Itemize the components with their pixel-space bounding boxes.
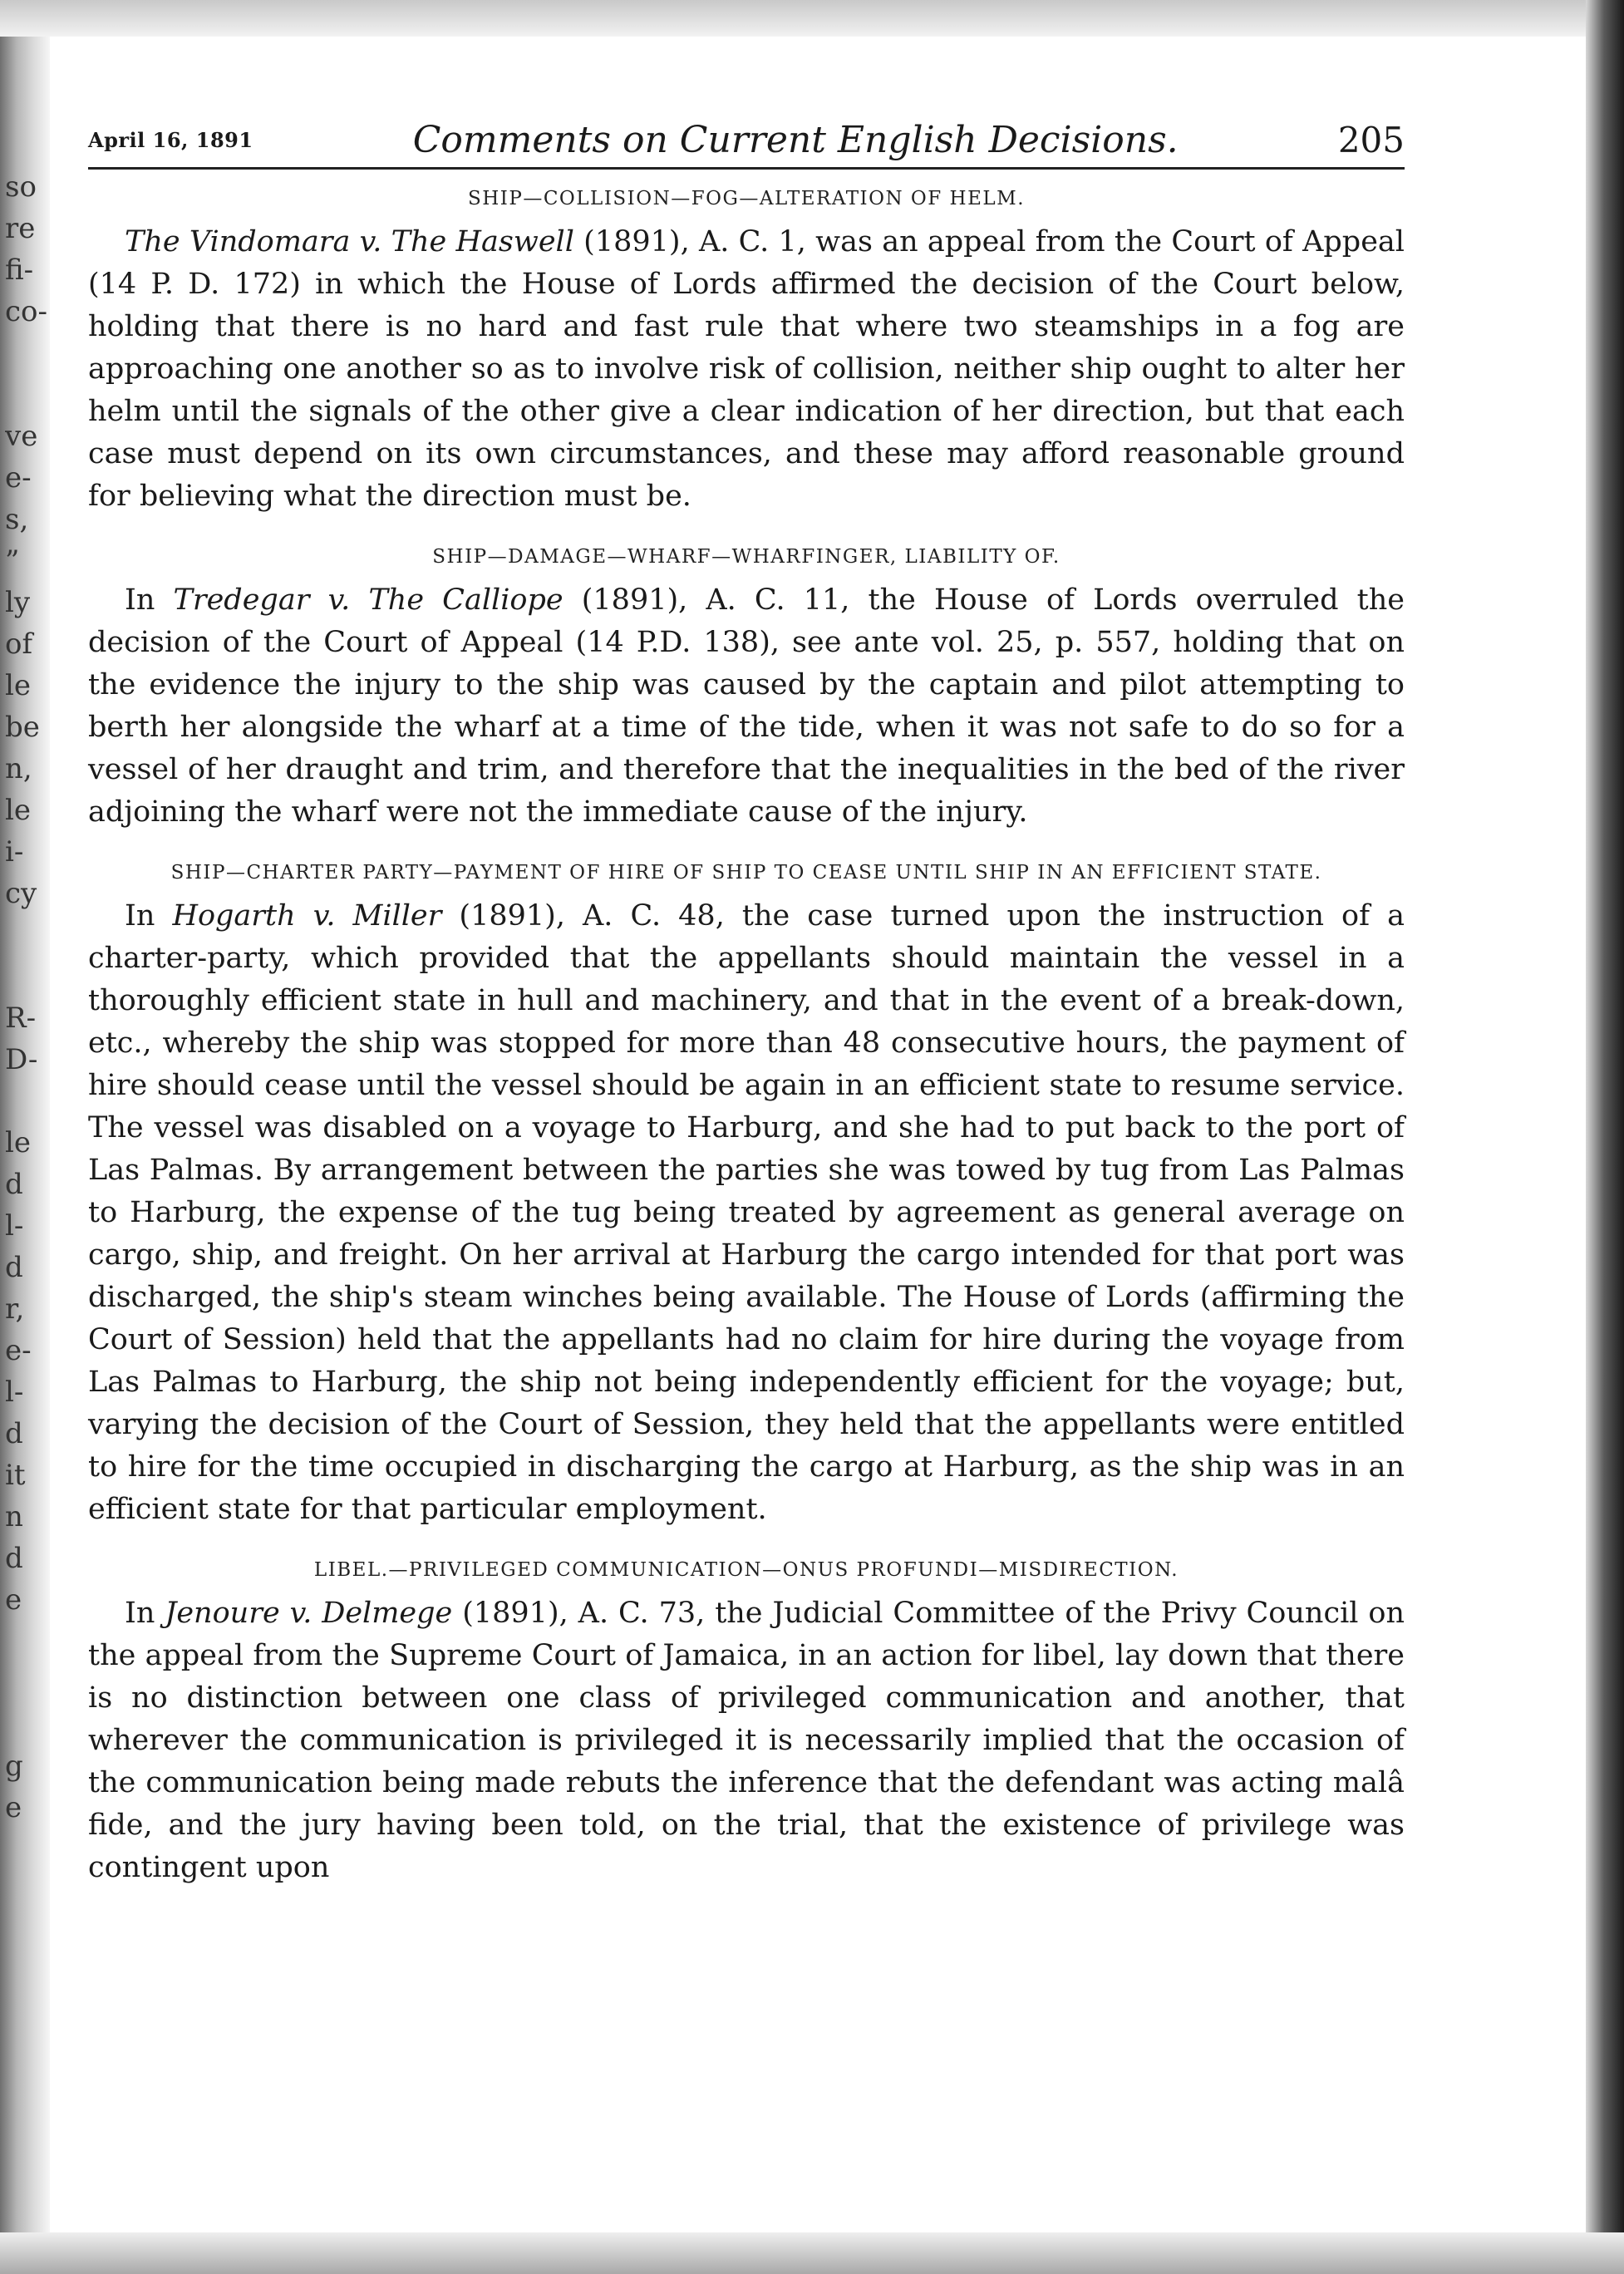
- margin-fragment: e-: [5, 461, 32, 495]
- paragraph-text: (1891), A. C. 1, was an appeal from the Court of Appeal (14 P. D. 172) in which the House of Lords affirmed the decision of the Court below, holding that there is no hard and fast rule that where two steamships in a fog are approaching one another so as to involve risk of collision, neither ship ought to alter her helm until the signals of the other give a clear indication of her direction, but that each case must depend on its own circumstances, and these may afford reasonable ground for believing what the direction must be.: [88, 225, 1405, 513]
- margin-fragment: be: [5, 711, 40, 744]
- margin-fragment: it: [5, 1459, 26, 1492]
- margin-fragment: e-: [5, 1334, 32, 1367]
- margin-fragment: D-: [5, 1043, 38, 1076]
- margin-fragment: n: [5, 1500, 23, 1533]
- margin-fragment: r,: [5, 1292, 25, 1326]
- section-ship-collision: [88, 188, 1405, 518]
- paragraph-lead: In: [125, 899, 173, 933]
- section-heading: LIBEL.—PRIVILEGED COMMUNICATION—ONUS PROFUNDI—MISDIRECTION.: [313, 1559, 1179, 1581]
- margin-fragment: i-: [5, 835, 24, 869]
- margin-fragment: le: [5, 794, 31, 827]
- margin-fragment: R-: [5, 1002, 37, 1035]
- margin-fragment: le: [5, 1126, 31, 1159]
- paragraph-text: (1891), A. C. 48, the case turned upon the instruction of a charter-party, which provided that the appellants should maintain the vessel in a thoroughly efficient state in hull and machinery, and that in the event of a break-down, etc., whereby the ship was stopped for more than 48 consecutive hours, the payment of hire should cease until the vessel should be again in an efficient state to resume service. The vessel was disabled on a voyage to Harburg, and she had to put back to the port of Las Palmas. By arrangement between the parties she was towed by tug from Las Palmas to Harburg, the expense of the tug being treated by agreement as general average on cargo, ship, and freight. On her arrival at Harburg the cargo intended for that port was discharged, the ship's steam winches being available. The House of Lords (affirming the Court of Session) held that the appellants had no claim for hire during the voyage from Las Palmas to Harburg, the ship not being independently efficient for the voyage; but, varying the decision of the Court of Session, they held that the appellants were entitled to hire for the time occupied in discharging the cargo at Harburg, as the ship was in an efficient state for that particular employment.: [88, 899, 1405, 1526]
- case-name: Jenoure v. Delmege: [165, 1597, 453, 1630]
- margin-fragment: d: [5, 1251, 23, 1284]
- document-page: [88, 112, 1405, 2207]
- margin-fragment: le: [5, 669, 31, 702]
- case-name: The Vindomara v. The Haswell: [125, 225, 574, 258]
- section-paragraph: [88, 1592, 1405, 1889]
- paragraph-lead: In: [125, 1597, 165, 1630]
- section-charter-party: [88, 862, 1405, 1531]
- paragraph-text: (1891), A. C. 11, the House of Lords overruled the decision of the Court of Appeal (14 P.D. 138), see ante vol. 25, p. 557, holding that on the evidence the injury to the ship was caused by the captain and pilot attempting to berth her alongside the wharf at a time of the tide, when it was not safe to do so for a vessel of her draught and trim, and therefore that the inequalities in the bed of the river adjoining the wharf were not the immediate cause of the injury.: [88, 583, 1405, 829]
- paragraph-text: (1891), A. C. 73, the Judicial Committee of the Privy Council on the appeal from the Supreme Court of Jamaica, in an action for libel, lay down that there is no distinction between one class of privileged communication and another, that wherever the communication is privileged it is necessarily implied that the occasion of the communication being made rebuts the inference that the defendant was acting malâ fide, and the jury having been told, on the trial, that the existence of privilege was contingent upon: [88, 1597, 1405, 1884]
- facing-page-margin-fragments: [5, 166, 48, 1829]
- margin-fragment: s,: [5, 503, 29, 536]
- margin-fragment: l-: [5, 1209, 24, 1243]
- margin-fragment: [5, 914, 48, 956]
- margin-fragment: of: [5, 628, 33, 661]
- section-ship-damage: [88, 546, 1405, 834]
- margin-fragment: cy: [5, 877, 37, 910]
- running-head-title: Comments on Current English Decisions.: [412, 118, 1179, 161]
- margin-fragment: [5, 1662, 48, 1704]
- section-paragraph: [88, 895, 1405, 1531]
- margin-fragment: ly: [5, 586, 31, 619]
- page-number: 205: [1337, 119, 1405, 160]
- margin-fragment: g: [5, 1750, 23, 1783]
- section-heading: SHIP—DAMAGE—WHARF—WHARFINGER, LIABILITY OF.: [432, 546, 1061, 568]
- margin-fragment: d: [5, 1542, 23, 1575]
- margin-fragment: d: [5, 1417, 23, 1450]
- margin-fragment: fi-: [5, 253, 34, 287]
- margin-fragment: [5, 956, 48, 997]
- page-right-shadow: [1586, 0, 1624, 2274]
- paragraph-lead: In: [125, 583, 174, 617]
- section-libel: [88, 1559, 1405, 1889]
- section-heading: SHIP—CHARTER PARTY—PAYMENT OF HIRE OF SHIP TO CEASE UNTIL SHIP IN AN EFFICIENT STATE.: [170, 862, 1322, 884]
- case-name: Hogarth v. Miller: [172, 899, 442, 933]
- margin-fragment: e: [5, 1791, 22, 1824]
- section-heading: SHIP—COLLISION—FOG—ALTERATION OF HELM.: [467, 188, 1026, 209]
- section-paragraph: [88, 221, 1405, 518]
- running-head-date: April 16, 1891: [88, 127, 253, 152]
- margin-fragment: re: [5, 212, 36, 245]
- margin-fragment: d: [5, 1168, 23, 1201]
- margin-fragment: [5, 332, 48, 374]
- margin-fragment: ve: [5, 420, 38, 453]
- margin-fragment: so: [5, 170, 37, 204]
- margin-fragment: ”: [5, 544, 20, 578]
- margin-fragment: [5, 374, 48, 416]
- page-bottom-shadow: [0, 2232, 1624, 2274]
- page-top-shadow: [0, 0, 1624, 37]
- margin-fragment: l-: [5, 1376, 24, 1409]
- margin-fragment: e: [5, 1583, 22, 1617]
- case-name: Tredegar v. The Calliope: [173, 583, 563, 617]
- margin-fragment: [5, 1080, 48, 1122]
- margin-fragment: [5, 1704, 48, 1745]
- margin-fragment: n,: [5, 752, 32, 785]
- margin-fragment: co-: [5, 295, 47, 328]
- section-paragraph: [88, 579, 1405, 834]
- margin-fragment: [5, 1621, 48, 1662]
- running-head: [88, 112, 1405, 170]
